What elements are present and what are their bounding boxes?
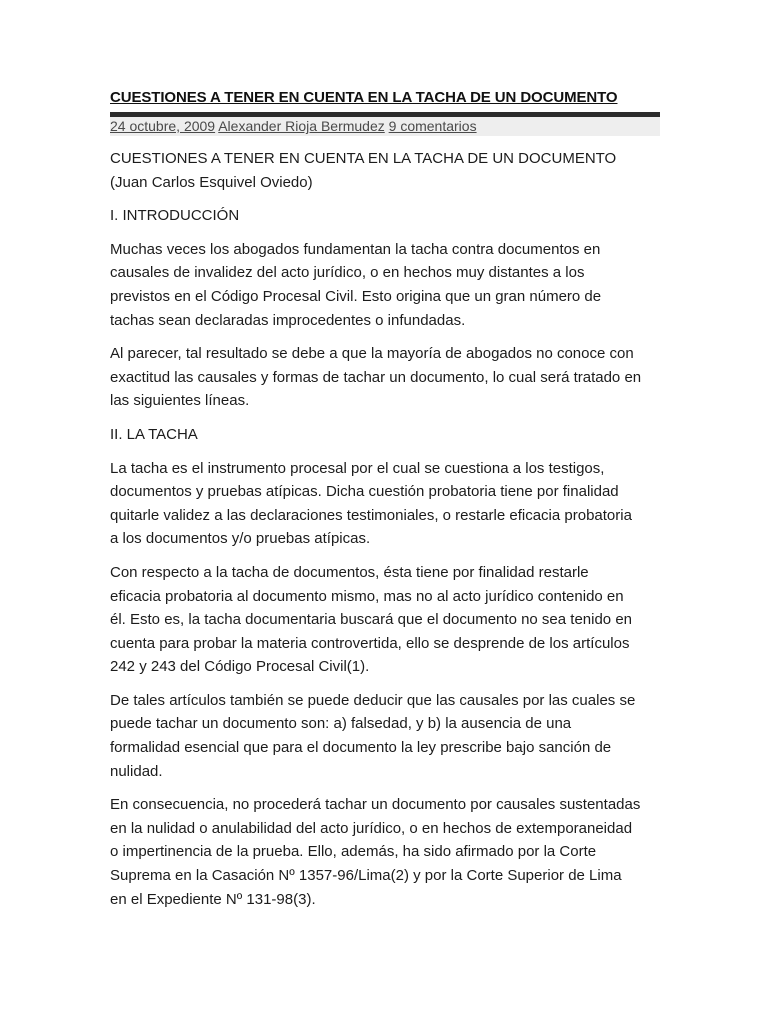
text-line: en la nulidad o anulabilidad del acto jurídico, o en hechos de extemporaneidad bbox=[110, 819, 633, 837]
text-line: nulidad. bbox=[110, 762, 163, 780]
article bbox=[110, 88, 660, 921]
text-line: Al parecer, tal resultado se debe a que la mayoría de abogados no conoce con bbox=[110, 345, 634, 363]
text-line: en el Expediente Nº 131-98(3). bbox=[110, 890, 316, 908]
post-author-link[interactable]: Alexander Rioja Bermudez bbox=[218, 118, 385, 134]
text-line: CUESTIONES A TENER EN CUENTA EN LA TACHA DE UN DOCUMENTO bbox=[110, 150, 617, 167]
text-line: documentos y pruebas atípicas. Dicha cuestión probatoria tiene por finalidad bbox=[110, 483, 619, 501]
text-line: él. Esto es, la tacha documentaria buscará que el documento no sea tenido en bbox=[110, 611, 633, 629]
text-line: previstos en el Código Procesal Civil. Esto origina que un gran número de bbox=[110, 287, 602, 305]
post-content bbox=[110, 147, 660, 911]
content-paragraph bbox=[110, 342, 660, 413]
post-date-link[interactable]: 24 octubre, 2009 bbox=[110, 118, 216, 134]
text-line: Suprema en la Casación Nº 1357-96/Lima(2) y por la Corte Superior de Lima bbox=[110, 867, 622, 885]
text-line: Muchas veces los abogados fundamentan la tacha contra documentos en bbox=[110, 240, 601, 258]
text-line: eficacia probatoria al documento mismo, mas no al acto jurídico contenido en bbox=[110, 587, 624, 605]
text-line: a los documentos y/o pruebas atípicas. bbox=[110, 530, 371, 548]
text-line: puede tachar un documento son: a) falsedad, y b) la ausencia de una bbox=[110, 715, 572, 733]
content-paragraph bbox=[110, 793, 660, 911]
content-paragraph bbox=[110, 457, 660, 551]
text-line: De tales artículos también se puede deducir que las causales por las cuales se bbox=[110, 691, 636, 709]
text-line: Con respecto a la tacha de documentos, ésta tiene por finalidad restarle bbox=[110, 563, 589, 581]
text-line: 242 y 243 del Código Procesal Civil(1). bbox=[110, 658, 370, 676]
text-line: formalidad esencial que para el documento la ley prescribe bajo sanción de bbox=[110, 739, 612, 757]
text-line: exactitud las causales y formas de tachar un documento, lo cual será tratado en bbox=[110, 368, 642, 386]
content-paragraph bbox=[110, 423, 660, 447]
text-line: (Juan Carlos Esquivel Oviedo) bbox=[110, 173, 313, 191]
text-line: I. INTRODUCCIÓN bbox=[110, 207, 240, 225]
text-line: las siguientes líneas. bbox=[110, 392, 250, 410]
content-paragraph bbox=[110, 689, 660, 783]
text-line: quitarle validez a las declaraciones testimoniales, o restarle eficacia probatoria bbox=[110, 506, 632, 524]
text-line: En consecuencia, no procederá tachar un documento por causales sustentadas bbox=[110, 796, 641, 814]
content-paragraph bbox=[110, 238, 660, 332]
post-title-link[interactable]: CUESTIONES A TENER EN CUENTA EN LA TACHA DE UN DOCUMENTO bbox=[110, 89, 618, 106]
content-paragraph bbox=[110, 147, 660, 194]
text-line: La tacha es el instrumento procesal por el cual se cuestiona a los testigos, bbox=[110, 459, 605, 477]
text-line: II. LA TACHA bbox=[110, 425, 198, 443]
text-line: causales de invalidez del acto jurídico, o en hechos muy distantes a los bbox=[110, 264, 585, 282]
content-paragraph bbox=[110, 561, 660, 679]
text-line: tachas sean declaradas improcedentes o infundadas. bbox=[110, 311, 466, 329]
post-meta-bar bbox=[110, 117, 660, 136]
text-line: cuenta para probar la materia controvertida, ello se desprende de los artículos bbox=[110, 634, 630, 652]
text-line: o impertinencia de la prueba. Ello, además, ha sido afirmado por la Corte bbox=[110, 843, 597, 861]
content-paragraph bbox=[110, 204, 660, 228]
post-comments-link[interactable]: 9 comentarios bbox=[388, 118, 477, 134]
